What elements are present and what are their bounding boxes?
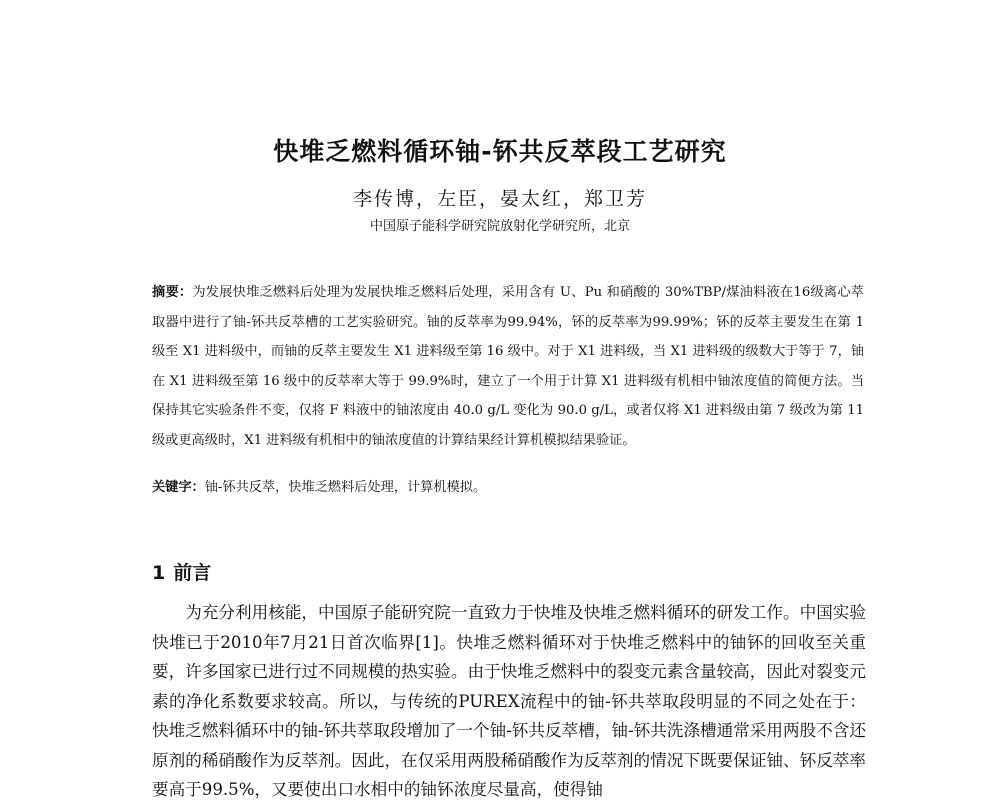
abstract (152, 278, 864, 455)
author-list: 李传博，左臣，晏太红，郑卫芳 (352, 188, 647, 210)
body-paragraph: 为充分利用核能，中国原子能研究院一直致力于快堆及快堆乏燃料循环的研发工作。中国实验快堆已于2010年7月21日首次临界[1]。快堆乏燃料循环对于快堆乏燃料中的铀钚的回收至关重要，许多国家已进行过不同规模的热实验。由于快堆乏燃料中的裂变元素含量较高，因此对裂变元素的净化系数要求较高。所以，与传统的PUREX流程中的铀-钚共萃取段明显的不同之处在于：快堆乏燃料循环中的铀-钚共萃取段增加了一个铀-钚共反萃槽，铀-钚共洗涤槽通常采用两股不含还原剂的稀硝酸作为反萃剂。因此，在仅采用两股稀硝酸作为反萃剂的情况下既要保证铀、钚反萃率要高于99.5%，又要使出口水相中的铀钚浓度尽量高，使得铀 (152, 603, 866, 799)
keywords-text: 铀-钚共反萃，快堆乏燃料后处理，计算机模拟。 (204, 480, 487, 495)
affiliation: 中国原子能科学研究院放射化学研究所，北京 (369, 219, 630, 234)
abstract-label: 摘要： (152, 285, 193, 300)
section-heading (152, 558, 211, 585)
abstract-text: 为发展快堆乏燃料后处理为发展快堆乏燃料后处理，采用含有 U、Pu 和硝酸的 30%TBP/煤油料液在16级离心萃取器中进行了铀-钚共反萃槽的工艺实验研究。铀的反萃率为99.94%，钚的反萃率为99.99%；钚的反萃主要发生在第 1 级至 X1 进料级中，而铀的反萃主要发生 X1 进料级至第 16 级中。对于 X1 进料级，当 X1 进料级的级数大于等于 7，铀在 X1 进料级至第 16 级中的反萃率大等于 99.9%时，建立了一个用于计算 X1 进料级有机相中铀浓度值的简便方法。当保持其它实验条件不变，仅将 F 料液中的铀浓度由 40.0 g/L 变化为 90.0 g/L，或者仅将 X1 进料级由第 7 级改为第 11 级或更高级时，X1 进料级有机相中的铀浓度值的计算结果经计算机模拟结果验证。 (152, 285, 865, 448)
paper-title: 快堆乏燃料循环铀-钚共反萃段工艺研究 (273, 137, 727, 166)
section-number: 1 (152, 562, 166, 584)
keywords-label: 关键字： (152, 480, 205, 495)
keywords (152, 476, 864, 495)
section-title: 前言 (173, 562, 212, 584)
